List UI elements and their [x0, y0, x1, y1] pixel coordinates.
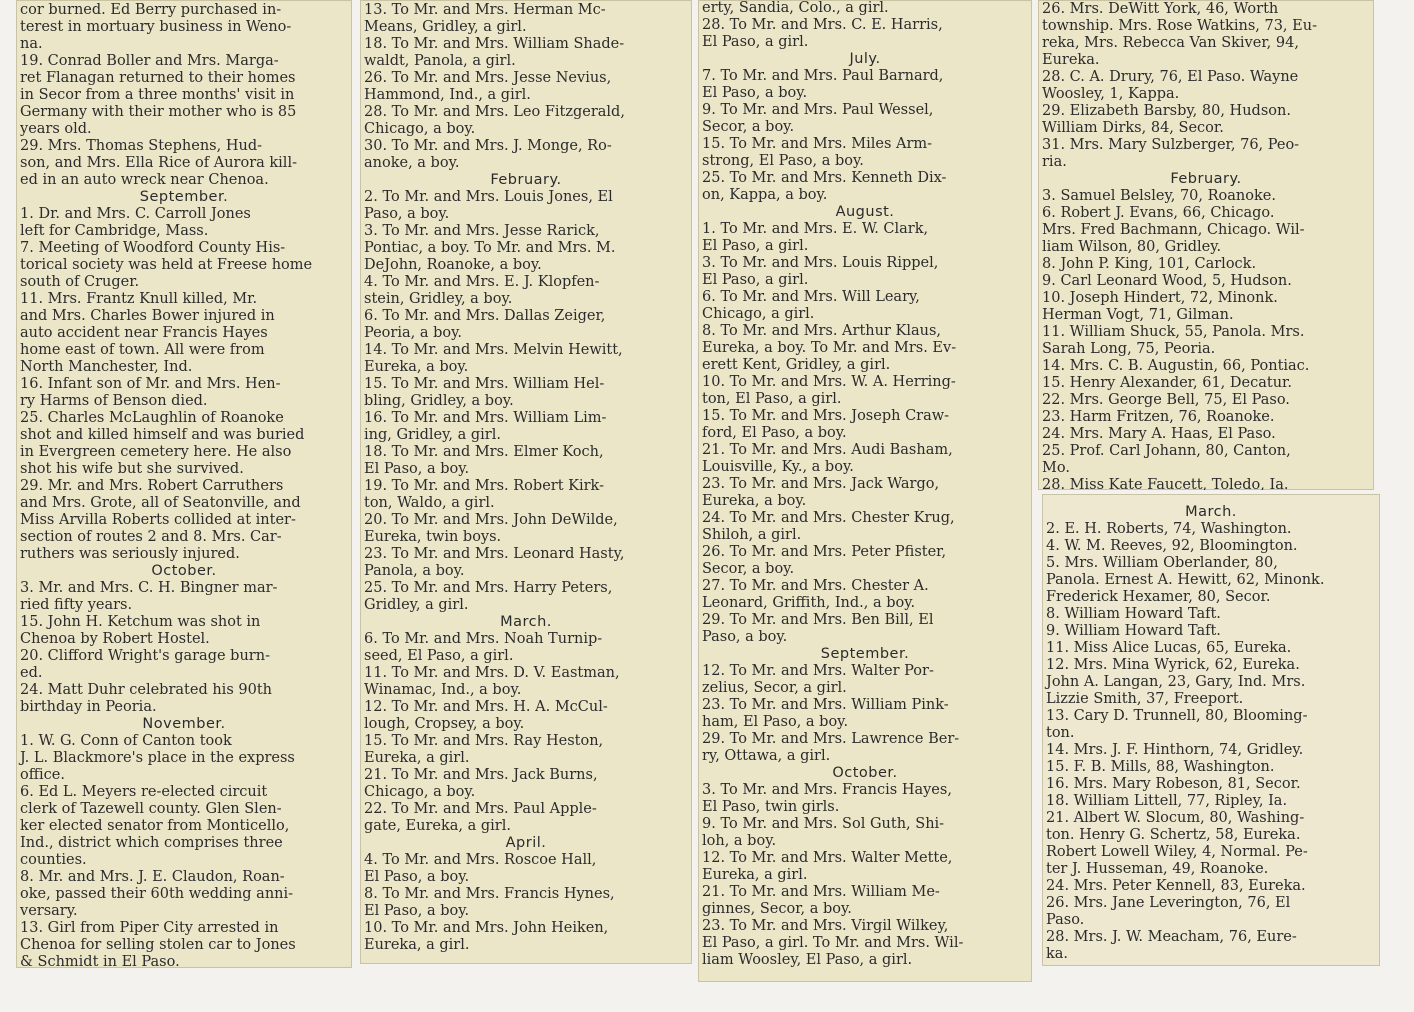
text-line: 15. F. B. Mills, 88, Washington. — [1046, 759, 1275, 775]
text-line: Eureka, a girl. — [364, 750, 470, 766]
text-line: Chenoa for selling stolen car to Jones — [20, 937, 296, 953]
text-line: in Evergreen cemetery here. He also — [20, 444, 292, 460]
text-line: ford, El Paso, a boy. — [702, 425, 847, 441]
text-line: 20. Clifford Wright's garage burn- — [20, 648, 270, 664]
text-line: Chicago, a boy. — [364, 784, 476, 800]
text-line: 26. Mrs. DeWitt York, 46, Worth — [1042, 1, 1279, 17]
text-line: El Paso, a girl. To Mr. and Mrs. Wil- — [702, 935, 964, 951]
text-line: Secor, a boy. — [702, 561, 795, 577]
text-line: 24. Matt Duhr celebrated his 90th — [20, 682, 272, 698]
text-line: 13. Cary D. Trunnell, 80, Blooming- — [1046, 708, 1308, 724]
text-line: Paso, a boy. — [702, 629, 788, 645]
text-line: Hammond, Ind., a girl. — [364, 87, 531, 103]
text-line: 10. Joseph Hindert, 72, Minonk. — [1042, 290, 1278, 306]
text-line: erett Kent, Gridley, a girl. — [702, 357, 891, 373]
text-line: Means, Gridley, a girl. — [364, 19, 527, 35]
text-line: shot his wife but she survived. — [20, 461, 244, 477]
text-line: 19. Conrad Boller and Mrs. Marga- — [20, 53, 279, 69]
text-line: 16. Mrs. Mary Robeson, 81, Secor. — [1046, 776, 1301, 792]
text-line: waldt, Panola, a girl. — [364, 53, 516, 69]
section-heading: February. — [1170, 171, 1242, 187]
text-line: 29. Mr. and Mrs. Robert Carruthers — [20, 478, 284, 494]
text-line: Ind., district which comprises three — [20, 835, 283, 851]
text-line: ter J. Husseman, 49, Roanoke. — [1046, 861, 1269, 877]
text-line: 3. To Mr. and Mrs. Jesse Rarick, — [364, 223, 600, 239]
column-4-top-text — [1038, 0, 1374, 490]
text-line: Mo. — [1042, 460, 1070, 476]
text-line: ton. — [1046, 725, 1075, 741]
text-line: left for Cambridge, Mass. — [20, 223, 209, 239]
section-heading: April. — [505, 835, 547, 851]
text-line: loh, a boy. — [702, 833, 777, 849]
text-line: years old. — [20, 121, 92, 137]
text-line: ruthers was seriously injured. — [20, 546, 240, 562]
text-line: Robert Lowell Wiley, 4, Normal. Pe- — [1046, 844, 1308, 860]
clipping-column-2 — [360, 0, 692, 964]
section-heading: July. — [849, 51, 881, 67]
text-line: 29. Elizabeth Barsby, 80, Hudson. — [1042, 103, 1291, 119]
text-line: 13. To Mr. and Mrs. Herman Mc- — [364, 2, 606, 18]
text-line: Leonard, Griffith, Ind., a boy. — [702, 595, 916, 611]
text-line: 23. To Mr. and Mrs. Jack Wargo, — [702, 476, 940, 492]
text-line: zelius, Secor, a girl. — [702, 680, 847, 696]
text-line: gate, Eureka, a girl. — [364, 818, 511, 834]
text-line: Chicago, a boy. — [364, 121, 476, 137]
text-line: 28. Miss Kate Faucett, Toledo, Ia. — [1042, 477, 1289, 490]
text-line: Mrs. Fred Bachmann, Chicago. Wil- — [1042, 222, 1305, 238]
text-line: El Paso, a girl. — [702, 34, 809, 50]
text-line: oke, passed their 60th wedding anni- — [20, 886, 294, 902]
text-line: 9. William Howard Taft. — [1046, 623, 1221, 639]
text-line: Chicago, a girl. — [702, 306, 815, 322]
text-line: 15. To Mr. and Mrs. William Hel- — [364, 376, 605, 392]
text-line: Eureka. — [1042, 52, 1100, 68]
section-heading: March. — [500, 614, 552, 630]
text-line: ria. — [1042, 154, 1067, 170]
text-line: Frederick Hexamer, 80, Secor. — [1046, 589, 1271, 605]
text-line: 29. To Mr. and Mrs. Lawrence Ber- — [702, 731, 960, 747]
text-line: in Secor from a three months' visit in — [20, 87, 295, 103]
text-line: 21. To Mr. and Mrs. Jack Burns, — [364, 767, 598, 783]
section-heading: October. — [832, 765, 898, 781]
text-line: and Mrs. Grote, all of Seatonville, and — [20, 495, 301, 511]
text-line: 23. To Mr. and Mrs. William Pink- — [702, 697, 949, 713]
text-line: Panola. Ernest A. Hewitt, 62, Minonk. — [1046, 572, 1325, 588]
text-line: home east of town. All were from — [20, 342, 265, 358]
text-line: 25. To Mr. and Mrs. Kenneth Dix- — [702, 170, 947, 186]
text-line: 28. C. A. Drury, 76, El Paso. Wayne — [1042, 69, 1299, 85]
text-line: 11. William Shuck, 55, Panola. Mrs. — [1042, 324, 1305, 340]
section-heading: February. — [490, 172, 562, 188]
text-line: Paso. — [1046, 912, 1085, 928]
text-line: 14. Mrs. J. F. Hinthorn, 74, Gridley. — [1046, 742, 1304, 758]
text-line: 6. To Mr. and Mrs. Will Leary, — [702, 289, 920, 305]
text-line: Sarah Long, 75, Peoria. — [1042, 341, 1216, 357]
text-line: ry, Ottawa, a girl. — [702, 748, 831, 764]
text-line: 10. To Mr. and Mrs. W. A. Herring- — [702, 374, 956, 390]
text-line: birthday in Peoria. — [20, 699, 157, 715]
text-line: and Mrs. Charles Bower injured in — [20, 308, 275, 324]
text-line: 4. W. M. Reeves, 92, Bloomington. — [1046, 538, 1298, 554]
text-line: ker elected senator from Monticello, — [20, 818, 290, 834]
text-line: 8. To Mr. and Mrs. Francis Hynes, — [364, 886, 615, 902]
text-line: ret Flanagan returned to their homes — [20, 70, 296, 86]
text-line: 31. Mrs. Mary Sulzberger, 76, Peo- — [1042, 137, 1300, 153]
text-line: Winamac, Ind., a boy. — [364, 682, 522, 698]
text-line: 9. To Mr. and Mrs. Sol Guth, Shi- — [702, 816, 945, 832]
text-line: ham, El Paso, a boy. — [702, 714, 849, 730]
text-line: 26. Mrs. Jane Leverington, 76, El — [1046, 895, 1291, 911]
text-line: Eureka, a boy. To Mr. and Mrs. Ev- — [702, 340, 957, 356]
text-line: Shiloh, a girl. — [702, 527, 802, 543]
text-line: 7. Meeting of Woodford County His- — [20, 240, 286, 256]
text-line: 28. To Mr. and Mrs. Leo Fitzgerald, — [364, 104, 625, 120]
text-line: son, and Mrs. Ella Rice of Aurora kill- — [20, 155, 297, 171]
text-line: 21. Albert W. Slocum, 80, Washing- — [1046, 810, 1305, 826]
text-line: 23. To Mr. and Mrs. Leonard Hasty, — [364, 546, 625, 562]
text-line: El Paso, twin girls. — [702, 799, 840, 815]
text-line: 6. To Mr. and Mrs. Dallas Zeiger, — [364, 308, 606, 324]
text-line: 14. To Mr. and Mrs. Melvin Hewitt, — [364, 342, 623, 358]
text-line: section of routes 2 and 8. Mrs. Car- — [20, 529, 282, 545]
text-line: El Paso, a girl. — [702, 238, 809, 254]
clipping-column-4-bottom — [1042, 494, 1380, 966]
text-line: ry Harms of Benson died. — [20, 393, 208, 409]
text-line: auto accident near Francis Hayes — [20, 325, 268, 341]
text-line: liam Wilson, 80, Gridley. — [1042, 239, 1222, 255]
text-line: William Dirks, 84, Secor. — [1042, 120, 1224, 136]
text-line: 15. John H. Ketchum was shot in — [20, 614, 261, 630]
text-line: anoke, a boy. — [364, 155, 460, 171]
text-line: south of Cruger. — [20, 274, 140, 290]
column-4-bottom-text — [1042, 494, 1380, 963]
text-line: 7. To Mr. and Mrs. Paul Barnard, — [702, 68, 944, 84]
text-line: 28. To Mr. and Mrs. C. E. Harris, — [702, 17, 943, 33]
text-line: ton, Waldo, a girl. — [364, 495, 495, 511]
column-2-text — [360, 0, 692, 954]
section-heading: September. — [820, 646, 910, 662]
text-line: office. — [20, 767, 65, 783]
text-line: 1. W. G. Conn of Canton took — [20, 733, 232, 749]
text-line: 6. Ed L. Meyers re-elected circuit — [20, 784, 268, 800]
text-line: 8. Mr. and Mrs. J. E. Claudon, Roan- — [20, 869, 285, 885]
text-line: 25. Prof. Carl Johann, 80, Canton, — [1042, 443, 1291, 459]
section-heading: November. — [142, 716, 226, 732]
text-line: 8. To Mr. and Mrs. Arthur Klaus, — [702, 323, 941, 339]
text-line: stein, Gridley, a boy. — [364, 291, 513, 307]
text-line: 4. To Mr. and Mrs. E. J. Klopfen- — [364, 274, 600, 290]
text-line: 19. To Mr. and Mrs. Robert Kirk- — [364, 478, 604, 494]
text-line: 15. To Mr. and Mrs. Joseph Craw- — [702, 408, 950, 424]
text-line: 6. Robert J. Evans, 66, Chicago. — [1042, 205, 1275, 221]
text-line: J. L. Blackmore's place in the express — [20, 750, 295, 766]
text-line: El Paso, a girl. — [702, 272, 809, 288]
text-line: Woosley, 1, Kappa. — [1042, 86, 1180, 102]
column-3-text — [698, 0, 1032, 969]
text-line: 25. To Mr. and Mrs. Harry Peters, — [364, 580, 613, 596]
text-line: Peoria, a boy. — [364, 325, 462, 341]
text-line: 6. To Mr. and Mrs. Noah Turnip- — [364, 631, 603, 647]
text-line: ton. Henry G. Schertz, 58, Eureka. — [1046, 827, 1301, 843]
text-line: terest in mortuary business in Weno- — [20, 19, 292, 35]
text-line: 8. John P. King, 101, Carlock. — [1042, 256, 1257, 272]
text-line: ing, Gridley, a girl. — [364, 427, 501, 443]
text-line: Lizzie Smith, 37, Freeport. — [1046, 691, 1244, 707]
text-line: 15. To Mr. and Mrs. Ray Heston, — [364, 733, 604, 749]
text-line: 18. To Mr. and Mrs. William Shade- — [364, 36, 625, 52]
text-line: 25. Charles McLaughlin of Roanoke — [20, 410, 284, 426]
text-line: 15. To Mr. and Mrs. Miles Arm- — [702, 136, 933, 152]
text-line: 26. To Mr. and Mrs. Peter Pfister, — [702, 544, 947, 560]
text-line: Pontiac, a boy. To Mr. and Mrs. M. — [364, 240, 616, 256]
text-line: Louisville, Ky., a boy. — [702, 459, 854, 475]
text-line: na. — [20, 36, 43, 52]
text-line: 14. Mrs. C. B. Augustin, 66, Pontiac. — [1042, 358, 1310, 374]
text-line: ed. — [20, 665, 43, 681]
text-line: 27. To Mr. and Mrs. Chester A. — [702, 578, 929, 594]
text-line: 1. Dr. and Mrs. C. Carroll Jones — [20, 206, 251, 222]
text-line: Eureka, a boy. — [702, 493, 807, 509]
text-line: 28. Mrs. J. W. Meacham, 76, Eure- — [1046, 929, 1297, 945]
clipping-column-3 — [698, 0, 1032, 982]
text-line: DeJohn, Roanoke, a boy. — [364, 257, 542, 273]
text-line: Eureka, a girl. — [702, 867, 808, 883]
text-line: clerk of Tazewell county. Glen Slen- — [20, 801, 282, 817]
clipping-column-1 — [16, 0, 352, 968]
section-heading: October. — [151, 563, 217, 579]
text-line: 21. To Mr. and Mrs. Audi Basham, — [702, 442, 953, 458]
text-line: on, Kappa, a boy. — [702, 187, 828, 203]
text-line: 12. To Mr. and Mrs. H. A. McCul- — [364, 699, 608, 715]
text-line: seed, El Paso, a girl. — [364, 648, 514, 664]
text-line: 26. To Mr. and Mrs. Jesse Nevius, — [364, 70, 612, 86]
text-line: 18. To Mr. and Mrs. Elmer Koch, — [364, 444, 604, 460]
text-line: 21. To Mr. and Mrs. William Me- — [702, 884, 940, 900]
text-line: strong, El Paso, a boy. — [702, 153, 864, 169]
text-line: 24. Mrs. Peter Kennell, 83, Eureka. — [1046, 878, 1306, 894]
section-heading: March. — [1185, 504, 1237, 520]
text-line: 30. To Mr. and Mrs. J. Monge, Ro- — [364, 138, 612, 154]
text-line: versary. — [20, 903, 78, 919]
text-line: ed in an auto wreck near Chenoa. — [20, 172, 269, 188]
section-heading: September. — [139, 189, 229, 205]
text-line: Secor, a boy. — [702, 119, 795, 135]
text-line: cor burned. Ed Berry purchased in- — [20, 2, 282, 18]
text-line: 18. William Littell, 77, Ripley, Ia. — [1046, 793, 1288, 809]
text-line: 20. To Mr. and Mrs. John DeWilde, — [364, 512, 618, 528]
text-line: 3. To Mr. and Mrs. Louis Rippel, — [702, 255, 939, 271]
text-line: 16. To Mr. and Mrs. William Lim- — [364, 410, 607, 426]
text-line: 29. Mrs. Thomas Stephens, Hud- — [20, 138, 262, 154]
text-line: 16. Infant son of Mr. and Mrs. Hen- — [20, 376, 281, 392]
text-line: Panola, a boy. — [364, 563, 465, 579]
text-line: 22. Mrs. George Bell, 75, El Paso. — [1042, 392, 1290, 408]
text-line: erty, Sandia, Colo., a girl. — [702, 0, 889, 16]
text-line: Eureka, a girl. — [364, 937, 470, 953]
text-line: torical society was held at Freese home — [20, 257, 313, 273]
text-line: 23. To Mr. and Mrs. Virgil Wilkey, — [702, 918, 949, 934]
text-line: ried fifty years. — [20, 597, 133, 613]
text-line: 3. Samuel Belsley, 70, Roanoke. — [1042, 188, 1276, 204]
text-line: 5. Mrs. William Oberlander, 80, — [1046, 555, 1278, 571]
text-line: 9. To Mr. and Mrs. Paul Wessel, — [702, 102, 934, 118]
text-line: Miss Arvilla Roberts collided at inter- — [20, 512, 296, 528]
text-line: 12. To Mr. and Mrs. Walter Por- — [702, 663, 934, 679]
text-line: 24. Mrs. Mary A. Haas, El Paso. — [1042, 426, 1276, 442]
text-line: El Paso, a boy. — [364, 903, 470, 919]
text-line: 1. To Mr. and Mrs. E. W. Clark, — [702, 221, 929, 237]
text-line: 4. To Mr. and Mrs. Roscoe Hall, — [364, 852, 597, 868]
text-line: bling, Gridley, a boy. — [364, 393, 514, 409]
text-line: liam Woosley, El Paso, a girl. — [702, 952, 913, 968]
text-line: 24. To Mr. and Mrs. Chester Krug, — [702, 510, 955, 526]
text-line: township. Mrs. Rose Watkins, 73, Eu- — [1042, 18, 1317, 34]
text-line: 29. To Mr. and Mrs. Ben Bill, El — [702, 612, 934, 628]
text-line: 12. To Mr. and Mrs. Walter Mette, — [702, 850, 953, 866]
text-line: 8. William Howard Taft. — [1046, 606, 1221, 622]
text-line: counties. — [20, 852, 87, 868]
text-line: Herman Vogt, 71, Gilman. — [1042, 307, 1234, 323]
text-line: Paso, a boy. — [364, 206, 450, 222]
clipping-column-4-top — [1038, 0, 1374, 490]
text-line: El Paso, a boy. — [702, 85, 808, 101]
text-line: 10. To Mr. and Mrs. John Heiken, — [364, 920, 609, 936]
text-line: ginnes, Secor, a boy. — [702, 901, 852, 917]
text-line: 3. Mr. and Mrs. C. H. Bingner mar- — [20, 580, 278, 596]
text-line: 15. Henry Alexander, 61, Decatur. — [1042, 375, 1292, 391]
text-line: 3. To Mr. and Mrs. Francis Hayes, — [702, 782, 952, 798]
text-line: Germany with their mother who is 85 — [20, 104, 297, 120]
text-line: 9. Carl Leonard Wood, 5, Hudson. — [1042, 273, 1292, 289]
text-line: North Manchester, Ind. — [20, 359, 193, 375]
text-line: shot and killed himself and was buried — [20, 427, 305, 443]
text-line: 23. Harm Fritzen, 76, Roanoke. — [1042, 409, 1275, 425]
text-line: 12. Mrs. Mina Wyrick, 62, Eureka. — [1046, 657, 1300, 673]
text-line: reka, Mrs. Rebecca Van Skiver, 94, — [1042, 35, 1299, 51]
column-1-text — [16, 0, 352, 968]
text-line: ton, El Paso, a girl. — [702, 391, 842, 407]
text-line: 11. To Mr. and Mrs. D. V. Eastman, — [364, 665, 620, 681]
text-line: 2. E. H. Roberts, 74, Washington. — [1046, 521, 1292, 537]
text-line: El Paso, a boy. — [364, 869, 470, 885]
text-line: ka. — [1046, 946, 1069, 962]
text-line: 13. Girl from Piper City arrested in — [20, 920, 279, 936]
text-line: Chenoa by Robert Hostel. — [20, 631, 210, 647]
text-line: Gridley, a girl. — [364, 597, 469, 613]
text-line: 22. To Mr. and Mrs. Paul Apple- — [364, 801, 597, 817]
text-line: 2. To Mr. and Mrs. Louis Jones, El — [364, 189, 613, 205]
text-line: Eureka, twin boys. — [364, 529, 502, 545]
text-line: & Schmidt in El Paso. — [20, 954, 180, 968]
text-line: Eureka, a boy. — [364, 359, 469, 375]
text-line: 11. Mrs. Frantz Knull killed, Mr. — [20, 291, 258, 307]
text-line: John A. Langan, 23, Gary, Ind. Mrs. — [1046, 674, 1306, 690]
text-line: lough, Cropsey, a boy. — [364, 716, 525, 732]
text-line: El Paso, a boy. — [364, 461, 470, 477]
text-line: 11. Miss Alice Lucas, 65, Eureka. — [1046, 640, 1292, 656]
section-heading: August. — [835, 204, 895, 220]
